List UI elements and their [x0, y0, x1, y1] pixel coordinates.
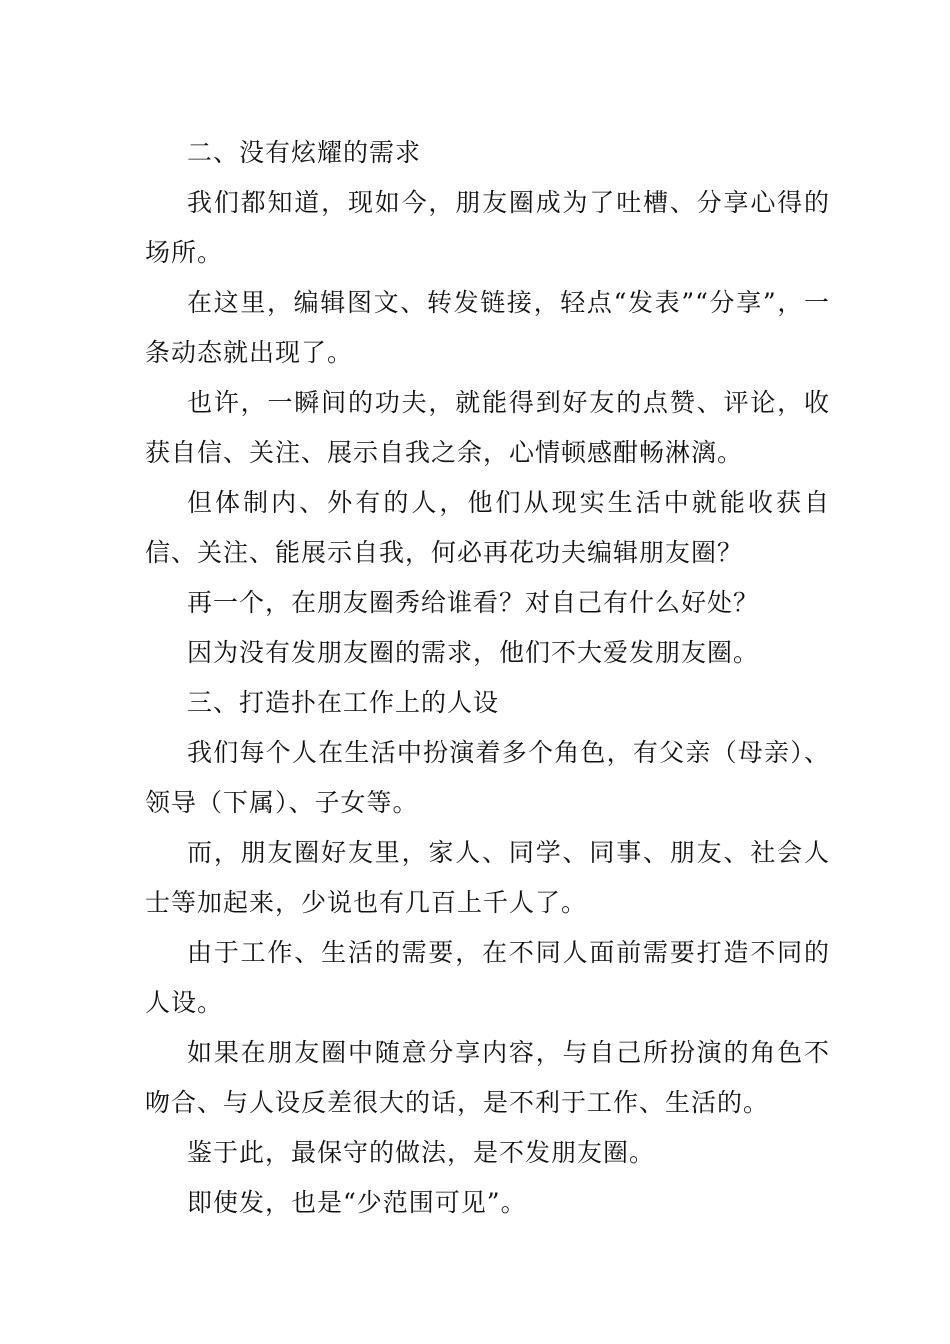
paragraph: 我们都知道，现如今，朋友圈成为了吐槽、分享心得的场所。	[145, 188, 830, 267]
paragraph: 鉴于此，最保守的做法，是不发朋友圈。	[187, 1138, 656, 1167]
document-body	[145, 128, 830, 1228]
section-heading-2: 二、没有炫耀的需求	[187, 138, 422, 167]
paragraph: 而，朋友圈好友里，家人、同学、同事、朋友、社会人士等加起来，少说也有几百上千人了。	[145, 838, 830, 917]
paragraph: 也许，一瞬间的功夫，就能得到好友的点赞、评论，收获自信、关注、展示自我之余，心情顿感酣畅淋漓。	[145, 388, 830, 467]
paragraph: 在这里，编辑图文、转发链接，轻点“发表”“分享”，一条动态就出现了。	[145, 288, 830, 367]
paragraph: 因为没有发朋友圈的需求，他们不大爱发朋友圈。	[187, 638, 760, 667]
paragraph: 由于工作、生活的需要，在不同人面前需要打造不同的人设。	[145, 938, 830, 1017]
paragraph: 我们每个人在生活中扮演着多个角色，有父亲（母亲）、领导（下属）、子女等。	[145, 738, 830, 817]
paragraph: 即使发，也是“少范围可见”。	[187, 1188, 527, 1217]
paragraph: 但体制内、外有的人，他们从现实生活中就能收获自信、关注、能展示自我，何必再花功夫编辑朋友圈？	[145, 488, 830, 567]
paragraph: 再一个，在朋友圈秀给谁看？对自己有什么好处？	[187, 588, 760, 617]
section-heading-3: 三、打造扑在工作上的人设	[187, 688, 500, 717]
paragraph: 如果在朋友圈中随意分享内容，与自己所扮演的角色不吻合、与人设反差很大的话，是不利于工作、生活的。	[145, 1038, 830, 1117]
